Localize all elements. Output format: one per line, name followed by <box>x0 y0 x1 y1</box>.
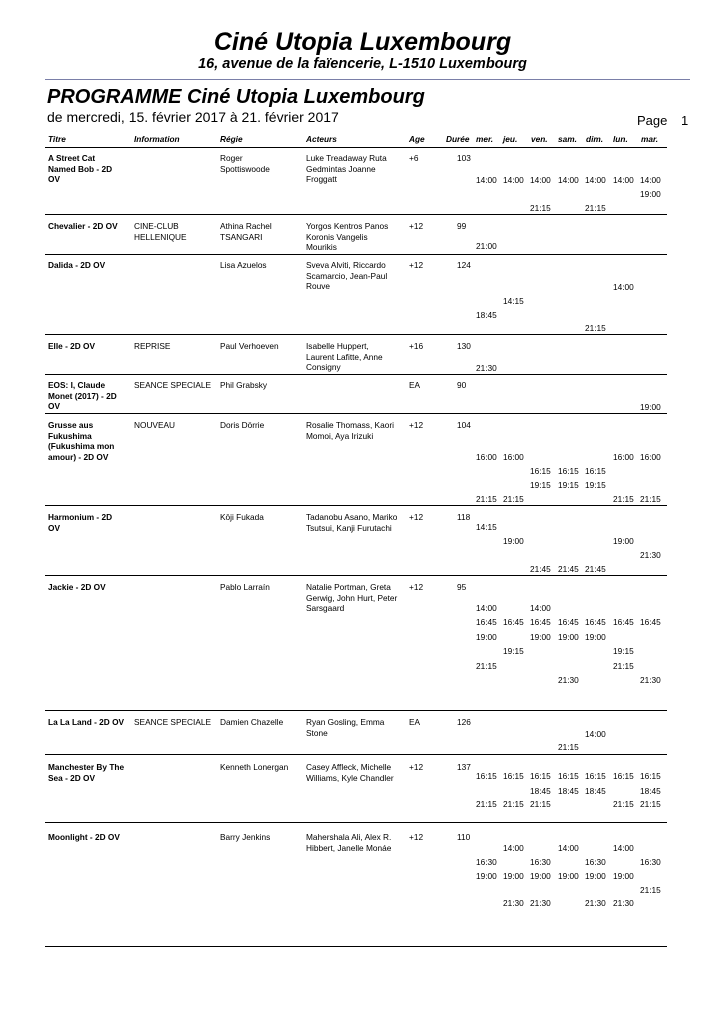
showtime: 16:15 <box>558 771 579 781</box>
showtime: 21:15 <box>476 494 497 504</box>
film-duration: 90 <box>457 380 467 390</box>
showtime: 16:15 <box>476 771 497 781</box>
col-header-day: mer. <box>476 134 494 144</box>
film-title: A Street Cat <box>48 153 96 163</box>
showtime: 16:15 <box>530 771 551 781</box>
showtime: 21:45 <box>530 564 551 574</box>
page-label: Page <box>637 113 668 128</box>
col-header-day: ven. <box>531 134 548 144</box>
film-actors: Hibbert, Janelle Monáe <box>306 842 392 853</box>
col-header-day: mar. <box>641 134 659 144</box>
film-actors: Casey Affleck, Michelle <box>306 762 392 772</box>
showtime: 16:15 <box>503 771 524 781</box>
film-information: SEANCE SPECIALE <box>134 380 212 390</box>
cinema-title: Ciné Utopia Luxembourg <box>213 28 512 56</box>
showtime: 19:00 <box>585 632 606 642</box>
showtime: 16:15 <box>530 466 551 476</box>
row-separator <box>45 214 667 215</box>
col-header-titre: Titre <box>48 134 66 144</box>
film-title: Named Bob - 2D <box>48 163 113 174</box>
row-separator <box>45 710 667 711</box>
film-actors: Gedmintas Joanne <box>306 163 376 174</box>
program-title: PROGRAMME Ciné Utopia Luxembourg <box>47 86 425 108</box>
film-actors: Tadanobu Asano, Mariko <box>306 512 398 522</box>
showtime: 21:15 <box>503 799 524 809</box>
table-end-rule <box>45 946 667 947</box>
showtime: 16:00 <box>476 452 497 462</box>
film-duration: 95 <box>457 582 467 592</box>
showtime: 21:45 <box>585 564 606 574</box>
showtime: 16:45 <box>585 617 606 627</box>
film-director: Athina Rachel <box>220 221 272 231</box>
film-director: Doris Dörrie <box>220 420 265 430</box>
showtime: 14:00 <box>640 175 661 185</box>
row-separator <box>45 413 667 414</box>
film-title: Manchester By The <box>48 762 125 772</box>
film-title: Elle - 2D OV <box>48 341 96 351</box>
film-duration: 110 <box>457 832 471 842</box>
film-title: Dalida - 2D OV <box>48 260 106 270</box>
film-director: Phil Grabsky <box>220 380 268 390</box>
showtime: 19:15 <box>530 480 551 490</box>
col-header-acteurs: Acteurs <box>306 134 337 144</box>
film-title: OV <box>48 401 60 411</box>
film-actors: Williams, Kyle Chandler <box>306 772 394 783</box>
showtime: 16:30 <box>476 857 497 867</box>
header-divider <box>45 79 690 80</box>
showtime: 14:00 <box>585 175 606 185</box>
film-age: +12 <box>409 420 424 430</box>
film-actors: Froggatt <box>306 174 337 184</box>
showtime: 16:15 <box>585 466 606 476</box>
film-actors: Natalie Portman, Greta <box>306 582 391 592</box>
film-director: Paul Verhoeven <box>220 341 279 351</box>
header-rule <box>45 147 667 148</box>
row-separator <box>45 505 667 506</box>
film-actors: Rosalie Thomass, Kaori <box>306 420 394 430</box>
showtime: 14:15 <box>476 522 497 532</box>
showtime: 21:30 <box>503 898 524 908</box>
showtime: 14:00 <box>530 603 551 613</box>
col-header-day: jeu. <box>503 134 518 144</box>
film-information: NOUVEAU <box>134 420 176 430</box>
film-duration: 103 <box>457 153 471 163</box>
film-director: Spottiswoode <box>220 163 270 174</box>
showtime: 21:15 <box>585 203 606 213</box>
film-director: Pablo Larraín <box>220 582 270 592</box>
showtime: 21:30 <box>640 550 661 560</box>
showtime: 21:15 <box>530 203 551 213</box>
film-actors: Mourikis <box>306 242 337 252</box>
showtime: 19:15 <box>585 480 606 490</box>
col-header-duree: Durée <box>446 134 470 144</box>
showtime: 21:30 <box>585 898 606 908</box>
film-title: Harmonium - 2D <box>48 512 113 522</box>
date-range: de mercredi, 15. février 2017 à 21. février 2017 <box>47 109 339 125</box>
showtime: 16:30 <box>585 857 606 867</box>
showtime: 16:45 <box>558 617 579 627</box>
film-title: Grusse aus <box>48 420 94 430</box>
showtime: 14:00 <box>476 603 497 613</box>
film-director: Kenneth Lonergan <box>220 762 289 772</box>
showtime: 21:30 <box>476 363 497 373</box>
film-age: EA <box>409 717 421 727</box>
showtime: 19:00 <box>476 632 497 642</box>
film-actors: Stone <box>306 727 328 738</box>
showtime: 16:15 <box>640 771 661 781</box>
showtime: 16:00 <box>640 452 661 462</box>
film-information: SEANCE SPECIALE <box>134 717 212 727</box>
film-title: Fukushima <box>48 430 92 441</box>
film-director: Kōji Fukada <box>220 512 264 522</box>
film-actors: Sveva Alviti, Riccardo <box>306 260 386 270</box>
showtime: 21:15 <box>613 661 634 671</box>
film-title: Jackie - 2D OV <box>48 582 106 592</box>
film-age: +12 <box>409 221 424 231</box>
film-age: +12 <box>409 260 424 270</box>
showtime: 21:15 <box>476 799 497 809</box>
row-separator <box>45 822 667 823</box>
film-director: Barry Jenkins <box>220 832 271 842</box>
showtime: 14:00 <box>558 175 579 185</box>
showtime: 19:00 <box>558 871 579 881</box>
showtime: 21:45 <box>558 564 579 574</box>
film-actors: Rouve <box>306 281 330 291</box>
film-information: HELLENIQUE <box>134 231 187 242</box>
showtime: 18:45 <box>585 786 606 796</box>
film-actors: Gerwig, John Hurt, Peter <box>306 592 398 603</box>
film-title: OV <box>48 522 60 533</box>
col-header-day: lun. <box>613 134 628 144</box>
showtime: 16:45 <box>503 617 524 627</box>
showtime: 19:00 <box>585 871 606 881</box>
film-title: (Fukushima mon <box>48 441 115 451</box>
showtime: 21:30 <box>530 898 551 908</box>
showtime: 16:15 <box>585 771 606 781</box>
showtime: 14:00 <box>503 175 524 185</box>
film-title: Sea - 2D OV <box>48 772 96 783</box>
showtime: 16:45 <box>530 617 551 627</box>
showtime: 21:30 <box>613 898 634 908</box>
showtime: 14:00 <box>558 843 579 853</box>
film-duration: 124 <box>457 260 471 270</box>
showtime: 19:00 <box>640 189 661 199</box>
showtime: 19:00 <box>503 871 524 881</box>
showtime: 14:00 <box>585 729 606 739</box>
showtime: 14:15 <box>503 296 524 306</box>
film-duration: 104 <box>457 420 471 430</box>
film-actors: Consigny <box>306 362 341 372</box>
showtime: 16:30 <box>530 857 551 867</box>
showtime: 21:00 <box>476 241 497 251</box>
film-title: amour) - 2D OV <box>48 451 109 462</box>
showtime: 16:45 <box>613 617 634 627</box>
showtime: 16:15 <box>558 466 579 476</box>
showtime: 21:15 <box>640 799 661 809</box>
col-header-information: Information <box>134 134 180 144</box>
film-actors: Momoi, Aya Irizuki <box>306 430 374 441</box>
film-age: +16 <box>409 341 424 351</box>
showtime: 16:45 <box>476 617 497 627</box>
col-header-day: dim. <box>586 134 604 144</box>
film-actors: Yorgos Kentros Panos <box>306 221 389 231</box>
film-duration: 118 <box>457 512 471 522</box>
row-separator <box>45 374 667 375</box>
showtime: 19:00 <box>530 871 551 881</box>
film-title: Monet (2017) - 2D <box>48 390 117 401</box>
showtime: 18:45 <box>558 786 579 796</box>
film-actors: Koronis Vangelis <box>306 231 368 242</box>
showtime: 21:15 <box>503 494 524 504</box>
showtime: 21:15 <box>640 885 661 895</box>
film-title: La La Land - 2D OV <box>48 717 125 727</box>
showtime: 19:00 <box>503 536 524 546</box>
showtime: 19:00 <box>640 402 661 412</box>
film-age: +12 <box>409 582 424 592</box>
showtime: 16:45 <box>640 617 661 627</box>
showtime: 19:00 <box>558 632 579 642</box>
showtime: 16:00 <box>503 452 524 462</box>
film-actors: Mahershala Ali, Alex R. <box>306 832 392 842</box>
showtime: 14:00 <box>613 843 634 853</box>
film-title: OV <box>48 174 60 184</box>
page-number: 1 <box>681 113 689 128</box>
showtime: 19:00 <box>613 536 634 546</box>
film-duration: 126 <box>457 717 471 727</box>
showtime: 16:00 <box>613 452 634 462</box>
film-information: CINE-CLUB <box>134 221 179 231</box>
film-information: REPRISE <box>134 341 171 351</box>
showtime: 14:00 <box>503 843 524 853</box>
showtime: 21:15 <box>476 661 497 671</box>
showtime: 21:15 <box>613 494 634 504</box>
showtime: 21:15 <box>530 799 551 809</box>
showtime: 14:00 <box>613 175 634 185</box>
film-title: EOS: I, Claude <box>48 380 106 390</box>
showtime: 18:45 <box>640 786 661 796</box>
film-director: Lisa Azuelos <box>220 260 267 270</box>
film-duration: 137 <box>457 762 471 772</box>
film-actors: Scamarcio, Jean-Paul <box>306 270 388 281</box>
film-director: TSANGARI <box>220 231 263 242</box>
film-director: Roger <box>220 153 243 163</box>
showtime: 14:00 <box>530 175 551 185</box>
film-actors: Laurent Lafitte, Anne <box>306 351 383 362</box>
col-header-regie: Régie <box>220 134 243 144</box>
row-separator <box>45 254 667 255</box>
film-title: Chevalier - 2D OV <box>48 221 118 231</box>
film-duration: 130 <box>457 341 471 351</box>
film-actors: Tsutsui, Kanji Furutachi <box>306 522 392 533</box>
showtime: 21:30 <box>558 675 579 685</box>
showtime: 21:15 <box>558 742 579 752</box>
cinema-address: 16, avenue de la faïencerie, L-1510 Luxembourg <box>198 56 527 72</box>
film-age: EA <box>409 380 421 390</box>
film-age: +12 <box>409 512 424 522</box>
col-header-age: Age <box>409 134 425 144</box>
row-separator <box>45 575 667 576</box>
showtime: 19:00 <box>530 632 551 642</box>
showtime: 19:00 <box>613 871 634 881</box>
row-separator <box>45 334 667 335</box>
film-title: Moonlight - 2D OV <box>48 832 120 842</box>
showtime: 21:15 <box>640 494 661 504</box>
row-separator <box>45 754 667 755</box>
film-age: +12 <box>409 832 424 842</box>
film-actors: Ryan Gosling, Emma <box>306 717 385 727</box>
showtime: 18:45 <box>530 786 551 796</box>
showtime: 18:45 <box>476 310 497 320</box>
film-director: Damien Chazelle <box>220 717 284 727</box>
film-age: +6 <box>409 153 419 163</box>
film-actors: Isabelle Huppert, <box>306 341 369 351</box>
showtime: 19:15 <box>558 480 579 490</box>
showtime: 14:00 <box>476 175 497 185</box>
showtime: 19:15 <box>503 646 524 656</box>
film-actors: Sarsgaard <box>306 603 345 613</box>
showtime: 21:15 <box>613 799 634 809</box>
col-header-day: sam. <box>558 134 577 144</box>
showtime: 19:15 <box>613 646 634 656</box>
film-age: +12 <box>409 762 424 772</box>
showtime: 21:30 <box>640 675 661 685</box>
showtime: 14:00 <box>613 282 634 292</box>
showtime: 19:00 <box>476 871 497 881</box>
showtime: 21:15 <box>585 323 606 333</box>
film-actors: Luke Treadaway Ruta <box>306 153 387 163</box>
showtime: 16:30 <box>640 857 661 867</box>
showtime: 16:15 <box>613 771 634 781</box>
film-duration: 99 <box>457 221 467 231</box>
